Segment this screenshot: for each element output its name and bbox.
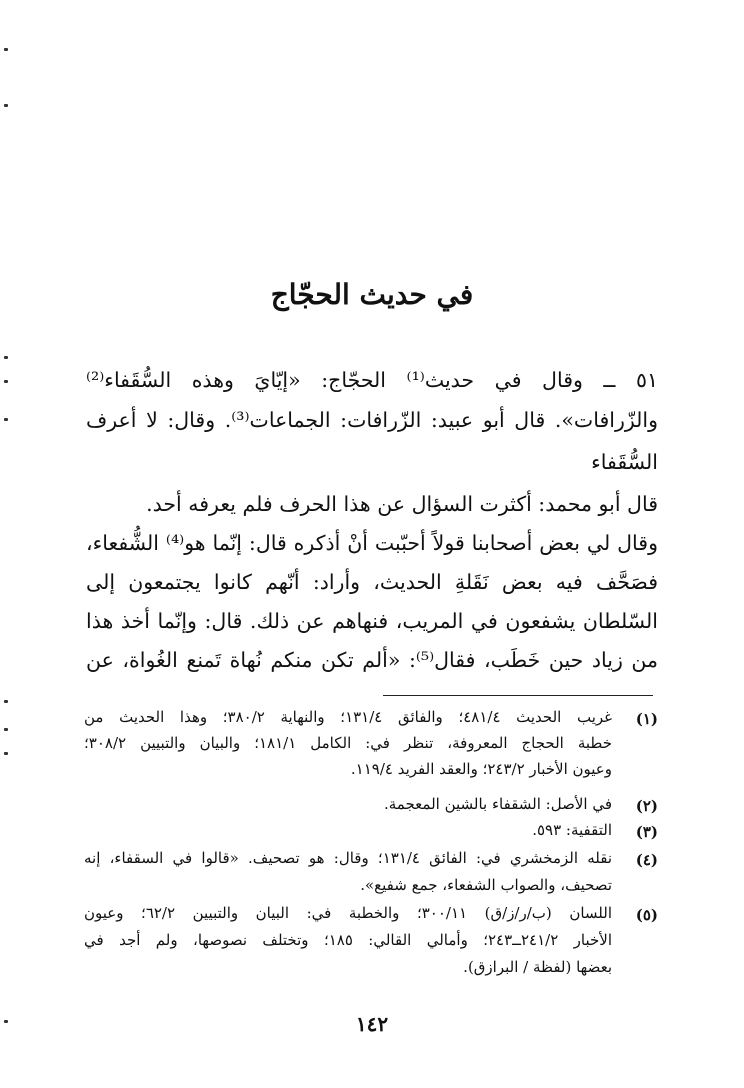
footnote-5 bbox=[86, 906, 658, 986]
footnote-line: في الأصل: الشقفاء بالشين المعجمة. bbox=[384, 795, 612, 813]
margin-mark bbox=[4, 728, 8, 731]
footnote-line: غريب الحديث ٤٨١/٤؛ والفائق ١٣١/٤؛ والنهاية ٣٨٠/٢؛ وهذا الحديث من bbox=[84, 708, 612, 726]
footnote-line: الأخبار ٢٤١/٢ــ٢٤٣؛ وأمالي القالي: ١٨٥؛ وتختلف نصوصها، ولم أجد في bbox=[84, 931, 612, 949]
footnote-number: (٢) bbox=[635, 797, 658, 815]
footnote-line: نقله الزمخشري في: الفائق ١٣١/٤؛ وقال: هو تصحيف. «قالوا في السقفاء، إنه bbox=[84, 849, 613, 867]
margin-mark bbox=[4, 752, 8, 755]
footnote-number: (٤) bbox=[635, 851, 658, 869]
page-number: ١٤٢ bbox=[355, 1012, 389, 1036]
paragraph-line: قال أبو محمد: أكثرت السؤال عن هذا الحرف فلم يعرفه أحد. bbox=[146, 492, 658, 516]
footnote-4 bbox=[86, 851, 658, 901]
footnote-2 bbox=[86, 797, 658, 819]
footnote-number: (١) bbox=[635, 710, 658, 728]
footnote-number: (٣) bbox=[635, 823, 658, 841]
section-title: في حديث الحجّاج bbox=[270, 278, 474, 311]
paragraph-line: السُّقَفاء bbox=[591, 450, 658, 474]
footnote-1 bbox=[86, 710, 658, 786]
footnote-line: التقفية: ٥٩٣. bbox=[532, 821, 612, 839]
paragraph-line: ٥١ ــ وقال في حديث⁽¹⁾ الحجّاج: «إيّايَ وهذه السُّقَفاء⁽²⁾ bbox=[86, 368, 659, 392]
footnote-line: بعضها (لفظة / البرازق). bbox=[463, 958, 612, 976]
margin-mark bbox=[4, 104, 8, 107]
margin-mark bbox=[4, 700, 8, 703]
paragraph-line: والزّرافات». قال أبو عبيد: الزّرافات: الجماعات⁽³⁾. وقال: لا أعرف bbox=[86, 408, 658, 432]
paragraph-line: وقال لي بعض أصحابنا قولاً أحبّبت أنْ أذكره قال: إنّما هو⁽⁴⁾ الشُّفعاء، bbox=[86, 531, 658, 555]
margin-mark bbox=[4, 418, 8, 421]
footnote-separator bbox=[383, 695, 653, 696]
paragraph-line: من زياد حين خَطَب، فقال⁽⁵⁾: «ألم تكن منكم نُهاة تَمنع الغُواة، عن bbox=[86, 648, 658, 672]
footnote-line: خطبة الحجاج المعروفة، تنظر في: الكامل ١٨١/١؛ والبيان والتبيين ٣٠٨/٢؛ bbox=[84, 734, 612, 752]
footnote-number: (٥) bbox=[635, 906, 658, 924]
footnote-line: اللسان (ب/ر/ز/ق) ٣٠٠/١١؛ والخطبة في: البيان والتبيين ٦٢/٢؛ وعيون bbox=[84, 904, 612, 922]
margin-mark bbox=[4, 48, 8, 51]
footnote-3 bbox=[86, 823, 658, 845]
margin-mark bbox=[4, 356, 8, 359]
paragraph-line: السّلطان يشفعون في المريب، فنهاهم عن ذلك. قال: وإنّما أخذ هذا bbox=[86, 609, 658, 633]
paragraph-line: فصَحَّف فيه بعض نَقَلةِ الحديث، وأراد: أنّهم كانوا يجتمعون إلى bbox=[86, 570, 658, 594]
footnote-line: تصحيف، والصواب الشفعاء، جمع شفيع». bbox=[360, 876, 612, 894]
footnote-line: وعيون الأخبار ٢٤٣/٢؛ والعقد الفريد ١١٩/٤. bbox=[350, 760, 612, 778]
margin-mark bbox=[4, 380, 8, 383]
